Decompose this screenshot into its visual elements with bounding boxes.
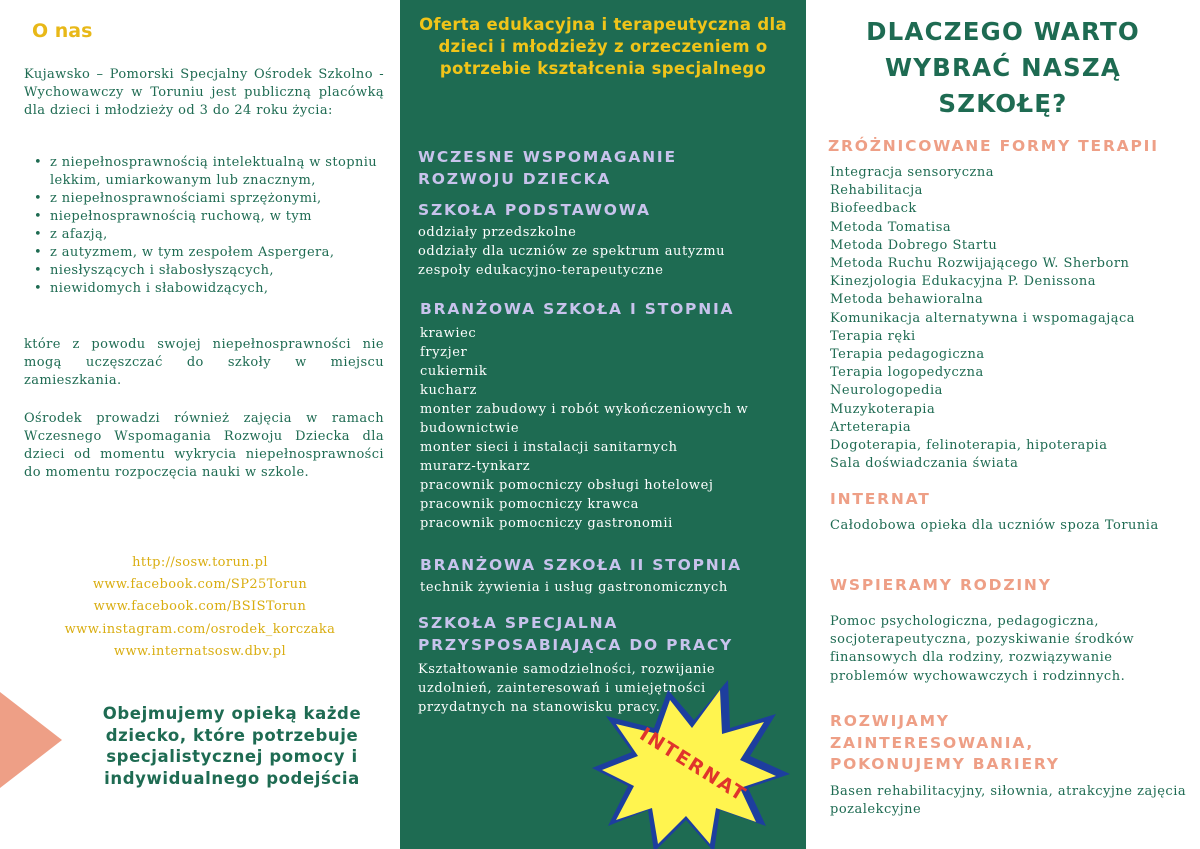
list-item: • niesłyszących i słabosłyszących, bbox=[34, 262, 384, 280]
list-item: Arteterapia bbox=[830, 419, 912, 435]
primary-list bbox=[418, 223, 798, 280]
section-heading: BRANŻOWA SZKOŁA II STOPNIA bbox=[420, 556, 742, 574]
therapy-heading: ZRÓŻNICOWANE FORMY TERAPII bbox=[828, 137, 1159, 155]
about-panel bbox=[0, 0, 400, 849]
list-item: Integracja sensoryczna bbox=[830, 165, 994, 180]
section-heading: SZKOŁA SPECJALNA PRZYSPOSABIAJĄCA DO PRACY bbox=[418, 614, 734, 654]
list-item: Komunikacja alternatywna i wspomagająca bbox=[830, 310, 1136, 326]
branch-school-2-section bbox=[420, 554, 800, 597]
about-wwrd: Ośrodek prowadzi również zajęcia w ramach Wczesnego Wspomagania Rozwoju Dziecka dla dzieci od momentu wykrycia niepełnosprawności do momentu rozpoczęcia nauki w szkole. bbox=[24, 411, 384, 480]
list-item: Neurologopedia bbox=[830, 383, 943, 399]
wwrd-section bbox=[418, 146, 718, 190]
internat-starburst-badge bbox=[590, 676, 790, 849]
list-item: Kinezjologia Edukacyjna P. Denissona bbox=[830, 274, 1097, 290]
list-item: zespoły edukacyjno-terapeutyczne bbox=[418, 263, 664, 278]
internat-link[interactable]: www.internatsosw.dbv.pl bbox=[113, 643, 287, 659]
interests-description: Basen rehabilitacyjny, siłownia, atrakcyjne zajęcia pozalekcyjne bbox=[830, 784, 1187, 818]
list-item: technik żywienia i usług gastronomicznych bbox=[420, 580, 728, 595]
about-intro: Kujawsko – Pomorski Specjalny Ośrodek Szkolno - Wychowawczy w Toruniu jest publiczną placówką dla dzieci i młodzieży od 3 do 24 roku życia: bbox=[24, 67, 384, 118]
facebook-link-sp25[interactable]: www.facebook.com/SP25Torun bbox=[92, 577, 308, 593]
professions-list bbox=[420, 324, 800, 533]
slogan: Obejmujemy opieką każde dziecko, które potrzebuje specjalistycznej pomocy i indywidualnego podejścia bbox=[102, 704, 362, 788]
list-item: Muzykoterapia bbox=[830, 401, 936, 417]
list-item: Dogoterapia, felinoterapia, hipoterapia bbox=[830, 438, 1108, 454]
list-item: monter zabudowy i robót wykończeniowych w budownictwie bbox=[420, 402, 749, 436]
list-item: Terapia ręki bbox=[830, 328, 916, 344]
triangle-decoration bbox=[0, 692, 62, 788]
list-item: oddziały dla uczniów ze spektrum autyzmu bbox=[418, 244, 726, 259]
links-list bbox=[0, 552, 400, 663]
family-description: Pomoc psychologiczna, pedagogiczna, socjoterapeutyczna, pozyskiwanie środków finansowych dla rodziny, rozwiązywanie problemów wychowawczych i rodzinnych. bbox=[830, 614, 1135, 684]
about-title: O nas bbox=[32, 20, 93, 42]
list-item: Metoda Tomatisa bbox=[830, 219, 952, 235]
list-item: oddziały przedszkolne bbox=[418, 225, 577, 240]
list-item: pracownik pomocniczy krawca bbox=[420, 497, 639, 512]
branch-school-1-section bbox=[420, 298, 800, 533]
list-item: fryzjer bbox=[420, 345, 468, 360]
section-heading: WCZESNE WSPOMAGANIE ROZWOJU DZIECKA bbox=[418, 148, 677, 188]
why-panel bbox=[806, 0, 1200, 849]
list-item: Sala doświadczania świata bbox=[830, 456, 1019, 472]
list-item: Terapia logopedyczna bbox=[830, 365, 984, 381]
list-item: • z afazją, bbox=[34, 226, 384, 244]
list-item: pracownik pomocniczy obsługi hotelowej bbox=[420, 478, 714, 493]
list-item: • z niepełnosprawnością intelektualną w stopniu lekkim, umiarkowanym lub znacznym, bbox=[34, 154, 384, 190]
list-item: pracownik pomocniczy gastronomii bbox=[420, 516, 673, 531]
list-item: kucharz bbox=[420, 383, 477, 398]
special-description: Kształtowanie samodzielności, rozwijanie uzdolnień, zainteresowań i umiejętności przydatnych na stanowisku pracy. bbox=[418, 662, 716, 715]
list-item: murarz-tynkarz bbox=[420, 459, 531, 474]
why-title: DLACZEGO WARTO WYBRAĆ NASZĄ SZKOŁĘ? bbox=[866, 17, 1140, 118]
internat-heading: INTERNAT bbox=[830, 490, 931, 508]
list-item: • niewidomych i słabowidzących, bbox=[34, 280, 384, 298]
list-item: • z niepełnosprawnościami sprzężonymi, bbox=[34, 190, 384, 208]
branch2-list bbox=[420, 578, 800, 597]
primary-school-section bbox=[418, 199, 798, 280]
list-item: Metoda Ruchu Rozwijającego W. Sherborn bbox=[830, 256, 1130, 272]
list-item: Biofeedback bbox=[830, 201, 917, 217]
internat-badge-label: INTERNAT bbox=[635, 723, 751, 807]
list-item: monter sieci i instalacji sanitarnych bbox=[420, 440, 678, 455]
list-item: Terapia pedagogiczna bbox=[830, 347, 985, 363]
list-item: • z autyzmem, w tym zespołem Aspergera, bbox=[34, 244, 384, 262]
list-item: krawiec bbox=[420, 326, 477, 341]
list-item: Metoda behawioralna bbox=[830, 292, 984, 308]
website-link[interactable]: http://sosw.torun.pl bbox=[132, 555, 268, 570]
list-item: Rehabilitacja bbox=[830, 183, 923, 199]
about-outro: które z powodu swojej niepełnosprawności nie mogą uczęszczać do szkoły w miejscu zamieszkania. bbox=[24, 337, 384, 388]
section-heading: BRANŻOWA SZKOŁA I STOPNIA bbox=[420, 300, 735, 318]
list-item: • niepełnosprawnością ruchową, w tym bbox=[34, 208, 384, 226]
family-heading: WSPIERAMY RODZINY bbox=[830, 576, 1052, 594]
therapy-list bbox=[830, 164, 1190, 473]
section-heading: SZKOŁA PODSTAWOWA bbox=[418, 201, 651, 219]
offer-title: Oferta edukacyjna i terapeutyczna dla dzieci i młodzieży z orzeczeniem o potrzebie kształcenia specjalnego bbox=[419, 15, 787, 78]
interests-heading: ROZWIJAMY ZAINTERESOWANIA, POKONUJEMY BARIERY bbox=[830, 712, 1060, 773]
instagram-link[interactable]: www.instagram.com/osrodek_korczaka bbox=[64, 621, 336, 637]
list-item: Metoda Dobrego Startu bbox=[830, 237, 998, 253]
disability-list bbox=[34, 154, 384, 298]
list-item: cukiernik bbox=[420, 364, 488, 379]
internat-description: Całodobowa opieka dla uczniów spoza Torunia bbox=[830, 518, 1159, 533]
facebook-link-bsis[interactable]: www.facebook.com/BSISTorun bbox=[93, 599, 307, 615]
